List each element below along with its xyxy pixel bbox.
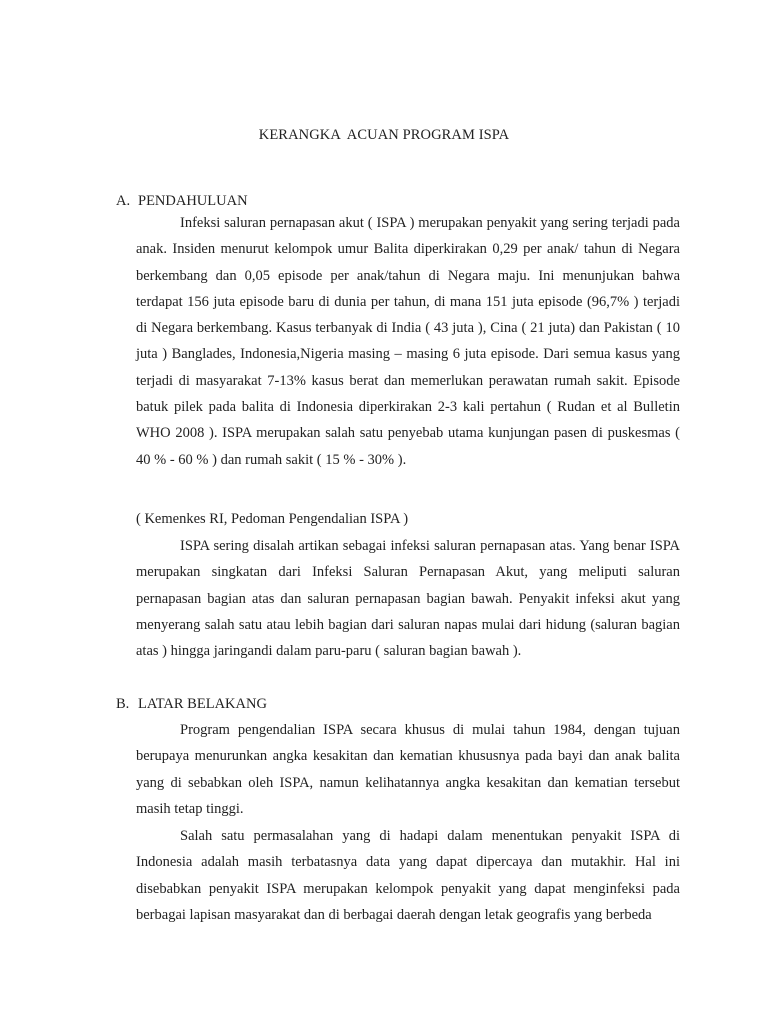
section-a-title: PENDAHULUAN — [138, 193, 248, 209]
section-b-heading — [116, 696, 267, 713]
section-a-heading — [116, 193, 248, 210]
section-a-paragraph-2: ISPA sering disalah artikan sebagai infeksi saluran pernapasan atas. Yang benar ISPA merupakan singkatan dari Infeksi Saluran Pernapasan Akut, yang meliputi saluran pernapasan bagian atas dan saluran pernapasan bagian bawah. Penyakit infeksi akut yang menyerang salah satu atau lebih bagian dari saluran napas mulai dari hidung (saluran bagian atas ) hingga jaringandi dalam paru-paru ( saluran bagian bawah ). — [136, 538, 680, 660]
section-b-paragraph-1: Program pengendalian ISPA secara khusus di mulai tahun 1984, dengan tujuan berupaya menurunkan angka kesakitan dan kematian khususnya pada bayi dan anak balita yang di sebabkan oleh ISPA, namun kelihatannya angka kesakitan dan kematian tersebut masih tetap tinggi. — [136, 722, 680, 817]
section-b-title: LATAR BELAKANG — [138, 696, 267, 712]
section-a-citation: ( Kemenkes RI, Pedoman Pengendalian ISPA ) — [136, 511, 409, 527]
section-b-paragraph-2: Salah satu permasalahan yang di hadapi dalam menentukan penyakit ISPA di Indonesia adalah masih terbatasnya data yang dapat dipercaya dan mutakhir. Hal ini disebabkan penyakit ISPA merupakan kelompok penyakit yang dapat menginfeksi pada berbagai lapisan masyarakat dan di berbagai daerah dengan letak geografis yang berbeda — [136, 828, 680, 923]
section-b-letter: B. — [116, 696, 130, 712]
section-a-paragraph-1: Infeksi saluran pernapasan akut ( ISPA ) merupakan penyakit yang sering terjadi pada anak. Insiden menurut kelompok umur Balita diperkirakan 0,29 per anak/ tahun di Negara berkembang dan 0,05 episode per anak/tahun di Negara maju. Ini menunjukan bahwa terdapat 156 juta episode baru di dunia per tahun, di mana 151 juta episode (96,7% ) terjadi di Negara berkembang. Kasus terbanyak di India ( 43 juta ), Cina ( 21 juta) dan Pakistan ( 10 juta ) Banglades, Indonesia,Nigeria masing – masing 6 juta episode. Dari semua kasus yang terjadi di masyarakat 7-13% kasus berat dan memerlukan perawatan rumah sakit. Episode batuk pilek pada balita di Indonesia diperkirakan 2-3 kali pertahun ( Rudan et al Bulletin WHO 2008 ). ISPA merupakan salah satu penyebab utama kunjungan pasen di puskesmas ( 40 % - 60 % ) dan rumah sakit ( 15 % - 30% ). — [136, 215, 680, 468]
section-a-letter: A. — [116, 193, 131, 209]
document-title: KERANGKA ACUAN PROGRAM ISPA — [258, 127, 510, 143]
